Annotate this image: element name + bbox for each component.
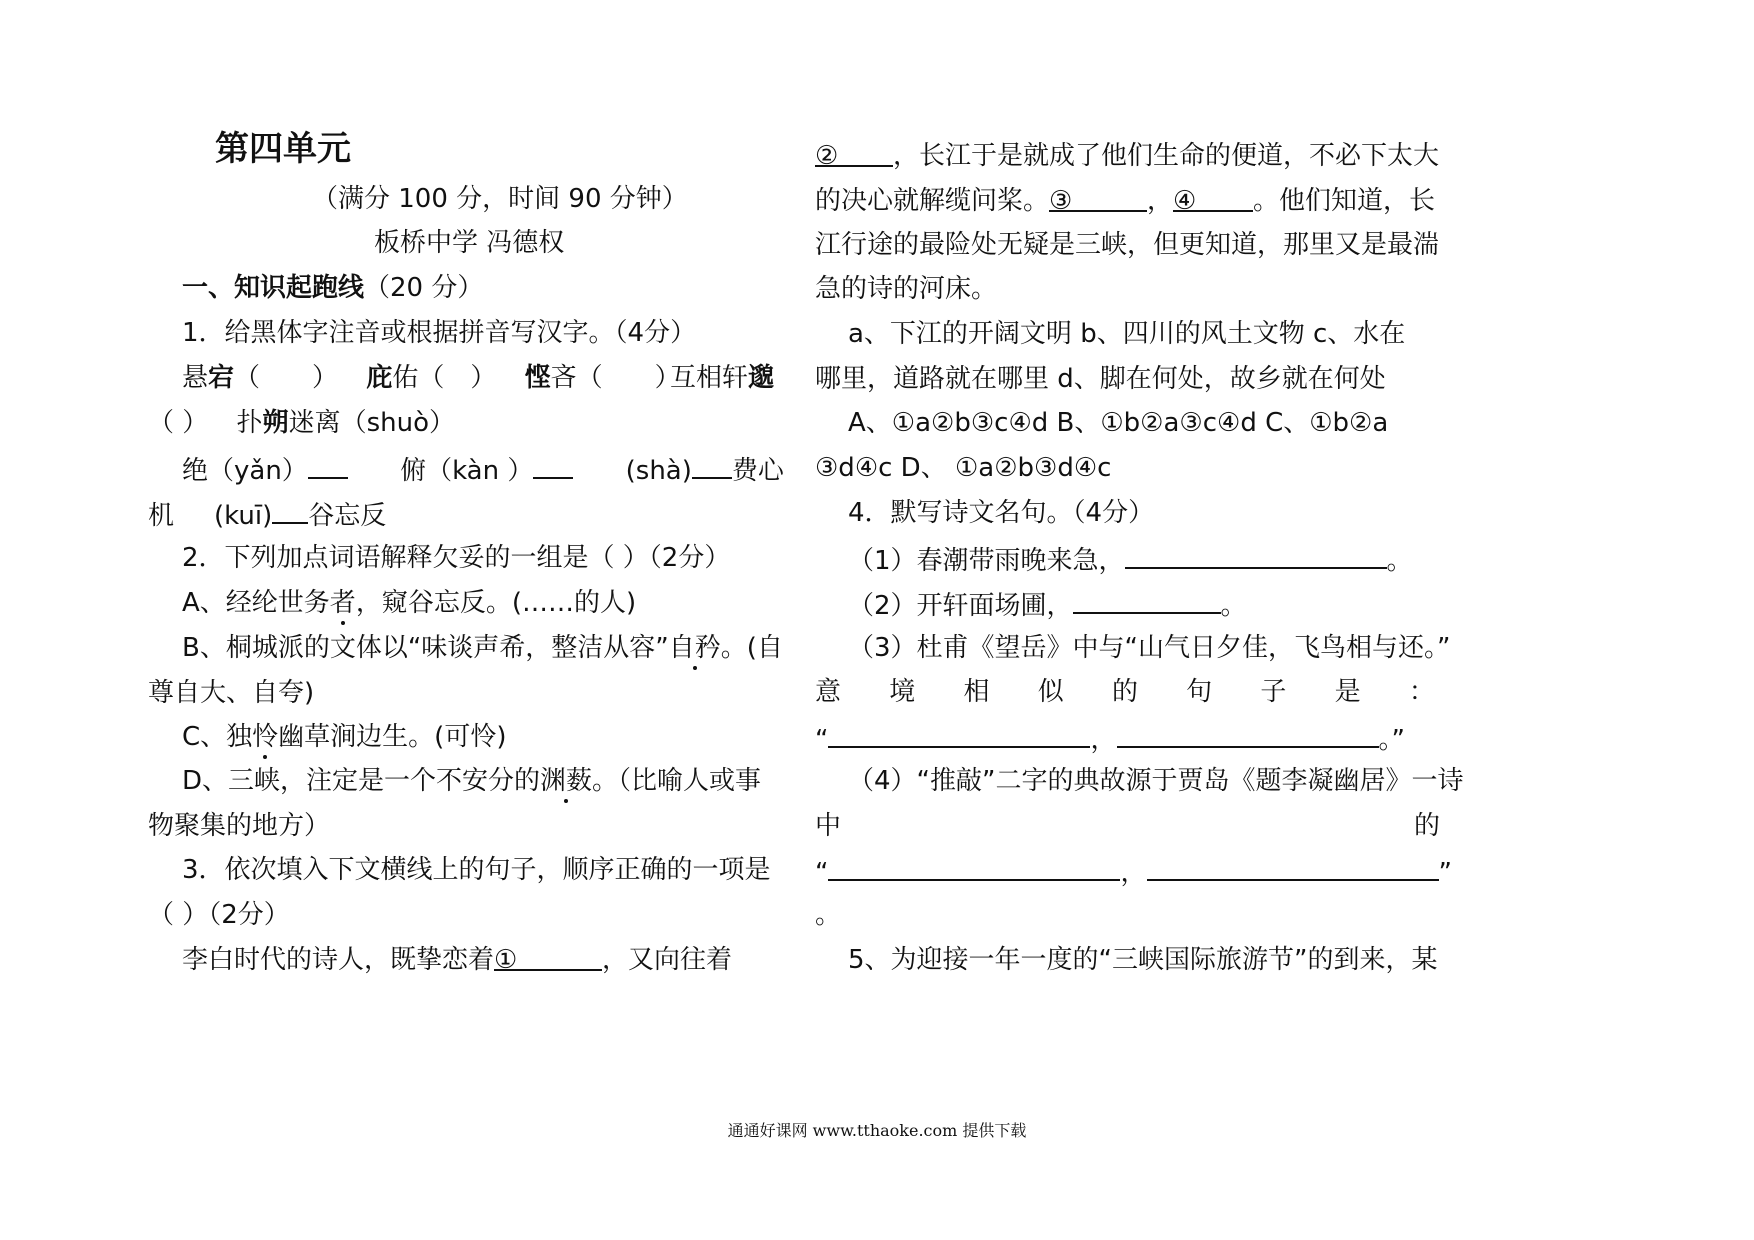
answer-blank[interactable] xyxy=(1125,541,1387,569)
q1-word1: 悬宕（ ） xyxy=(182,363,339,393)
q1-line2: （ ） 扑朔迷离（shuò） xyxy=(148,408,455,438)
answer-blank[interactable] xyxy=(828,853,1120,881)
q1-line3: 绝（yǎn） 俯（kàn ） (shà) 费心 xyxy=(182,451,784,488)
answer-blank[interactable] xyxy=(692,451,732,479)
q2-option-d: D、三峡，注定是一个不安分的渊薮。（比喻人或事 xyxy=(182,766,762,796)
answer-blank[interactable] xyxy=(1117,720,1379,748)
answer-blank[interactable] xyxy=(1073,586,1221,614)
q1-blank-paren: （ ） xyxy=(148,408,209,438)
q3-passage-5: 急的诗的河床。 xyxy=(815,274,998,304)
q2-prompt: 2．下列加点词语解释欠妥的一组是（ ）（2分） xyxy=(182,543,731,573)
answer-blank[interactable]: ③ xyxy=(1049,184,1147,212)
answer-blank[interactable]: ② xyxy=(815,139,893,167)
q2-option-a: A、经纶世务者，窥谷忘反。(……的人) xyxy=(182,588,637,618)
q3-options-2: 哪里，道路就在哪里 d、脚在何处，故乡就在何处 xyxy=(815,364,1386,394)
q1-words-line xyxy=(182,361,774,395)
answer-blank[interactable] xyxy=(533,451,573,479)
q4-item-1: （1）春潮带雨晚来急， 。 xyxy=(848,541,1413,578)
q3-prompt: 3．依次填入下文横线上的句子，顺序正确的一项是 xyxy=(182,855,771,885)
q4-item-4: （4）“推敲”二字的典故源于贾岛《题李凝幽居》一诗 xyxy=(848,766,1464,796)
q1-prompt: 1．给黑体字注音或根据拼音写汉字。（4分） xyxy=(182,318,697,348)
q2-option-c: C、独怜幽草涧边生。(可怜) xyxy=(182,722,507,752)
answer-blank[interactable]: ① xyxy=(494,943,602,971)
q3-passage-3: 的决心就解缆问桨。③ ，④ 。他们知道，长 xyxy=(815,186,1436,216)
page-title: 第四单元 xyxy=(215,129,351,169)
q4-item-3: （3）杜甫《望岳》中与“山气日夕佳，飞鸟相与还。” xyxy=(848,633,1451,663)
q3-score: （ ）（2分） xyxy=(148,900,290,930)
q5-text: 5、为迎接一年一度的“三峡国际旅游节”的到来，某 xyxy=(848,945,1438,975)
q3-choices-2: ③d④c D、 ①a②b③d④c xyxy=(815,453,1112,483)
section-score: （20 分） xyxy=(364,273,484,303)
footer: 通通好课网 www.tthaoke.com 提供下载 xyxy=(727,1121,1027,1140)
author: 板桥中学 冯德权 xyxy=(374,228,565,258)
q2-option-b: B、桐城派的文体以“味谈声希，整洁从容”自矜。(自 xyxy=(182,633,783,663)
q4-item-4-period: 。 xyxy=(815,900,842,930)
answer-blank[interactable] xyxy=(272,496,308,524)
q2-option-d-cont: 物聚集的地方） xyxy=(148,811,331,841)
q4-prompt: 4．默写诗文名句。（4分） xyxy=(848,498,1155,528)
answer-blank[interactable]: ④ xyxy=(1173,184,1253,212)
q1-line4: 机 (kuī) 谷忘反 xyxy=(148,496,386,533)
q3-passage-2: ② ，长江于是就成了他们生命的便道，不必下太大 xyxy=(815,141,1440,171)
q1-word2: 庇佑（ ） xyxy=(366,363,497,393)
section-heading xyxy=(182,271,483,305)
q2-option-b-cont: 尊自大、自夸) xyxy=(148,678,315,708)
q1-word4: 互相轩邈 xyxy=(669,363,774,393)
answer-blank[interactable] xyxy=(1147,853,1439,881)
q3-choices-1: A、①a②b③c④d B、①b②a③c④d C、①b②a xyxy=(848,408,1389,438)
answer-blank[interactable] xyxy=(828,720,1090,748)
q4-item-3-answer: “ ， 。” xyxy=(815,720,1405,757)
q3-passage-4: 江行途的最险处无疑是三峡，但更知道，那里又是最湍 xyxy=(815,230,1440,260)
q1-word3: 悭吝（ ） xyxy=(524,363,681,393)
answer-blank[interactable] xyxy=(308,451,348,479)
section-title: 一、知识起跑线 xyxy=(182,273,365,303)
q4-item-4-answer: “ ， ” xyxy=(815,853,1452,890)
q4-item-4-cont: 中 的 xyxy=(815,811,1440,841)
q4-item-3-cont: 意 境 相 似 的 句 子 是 ： xyxy=(815,677,1435,707)
exam-meta: （满分 100 分，时间 90 分钟） xyxy=(312,184,688,214)
q3-options-1: a、下江的开阔文明 b、四川的风土文物 c、水在 xyxy=(848,319,1406,349)
q4-item-2: （2）开轩面场圃， 。 xyxy=(848,586,1247,623)
q3-passage-start: 李白时代的诗人，既挚恋着① ，又向往着 xyxy=(182,945,733,975)
